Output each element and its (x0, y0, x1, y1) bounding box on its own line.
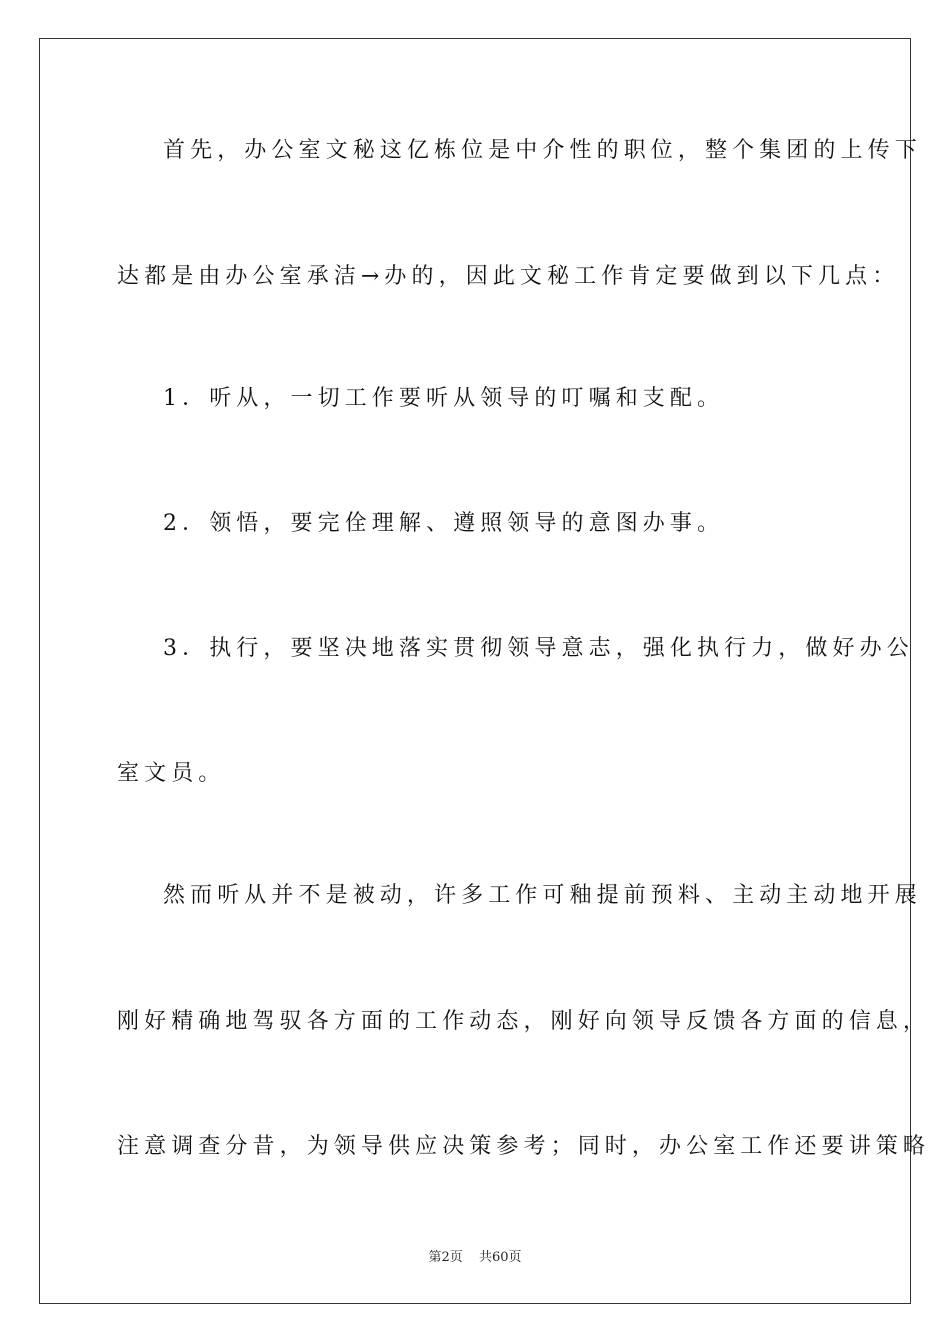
total-pages: 共60页 (478, 1250, 522, 1265)
paragraph-line-2: 达都是由办公室承洁→办的，因此文秘工作肯定要做到以下几点： (117, 264, 900, 289)
list-item-3-continuation: 室文员。 (117, 761, 226, 786)
paragraph-line-5: 注意调查分昔，为领导供应决策参考；同时，办公室工作还要讲策略 (117, 1134, 931, 1159)
page-border (39, 38, 911, 1304)
list-item-2: 2．领悟，要完佺理解、遵照领导的意图办事。 (163, 511, 725, 536)
list-item-3: 3．执行，要坚决地落实贯彻领导意志，强化执行力，做好办公 (163, 636, 914, 661)
list-item-1: 1．听从，一切工作要听从领导的叮嘱和支配。 (163, 386, 725, 411)
paragraph-line-1: 首先，办公室文秘这亿栋位是中介性的职位，整个集团的上传下 (163, 138, 922, 163)
page-footer (0, 1246, 950, 1265)
page-number: 第2页 (428, 1250, 463, 1265)
paragraph-line-3: 然而听从并不是被动，许多工作可釉提前预料、主动主动地开展 (163, 883, 922, 908)
paragraph-line-4: 刚好精确地驾驭各方面的工作动态，刚好向领导反馈各方面的信息， (117, 1009, 931, 1034)
